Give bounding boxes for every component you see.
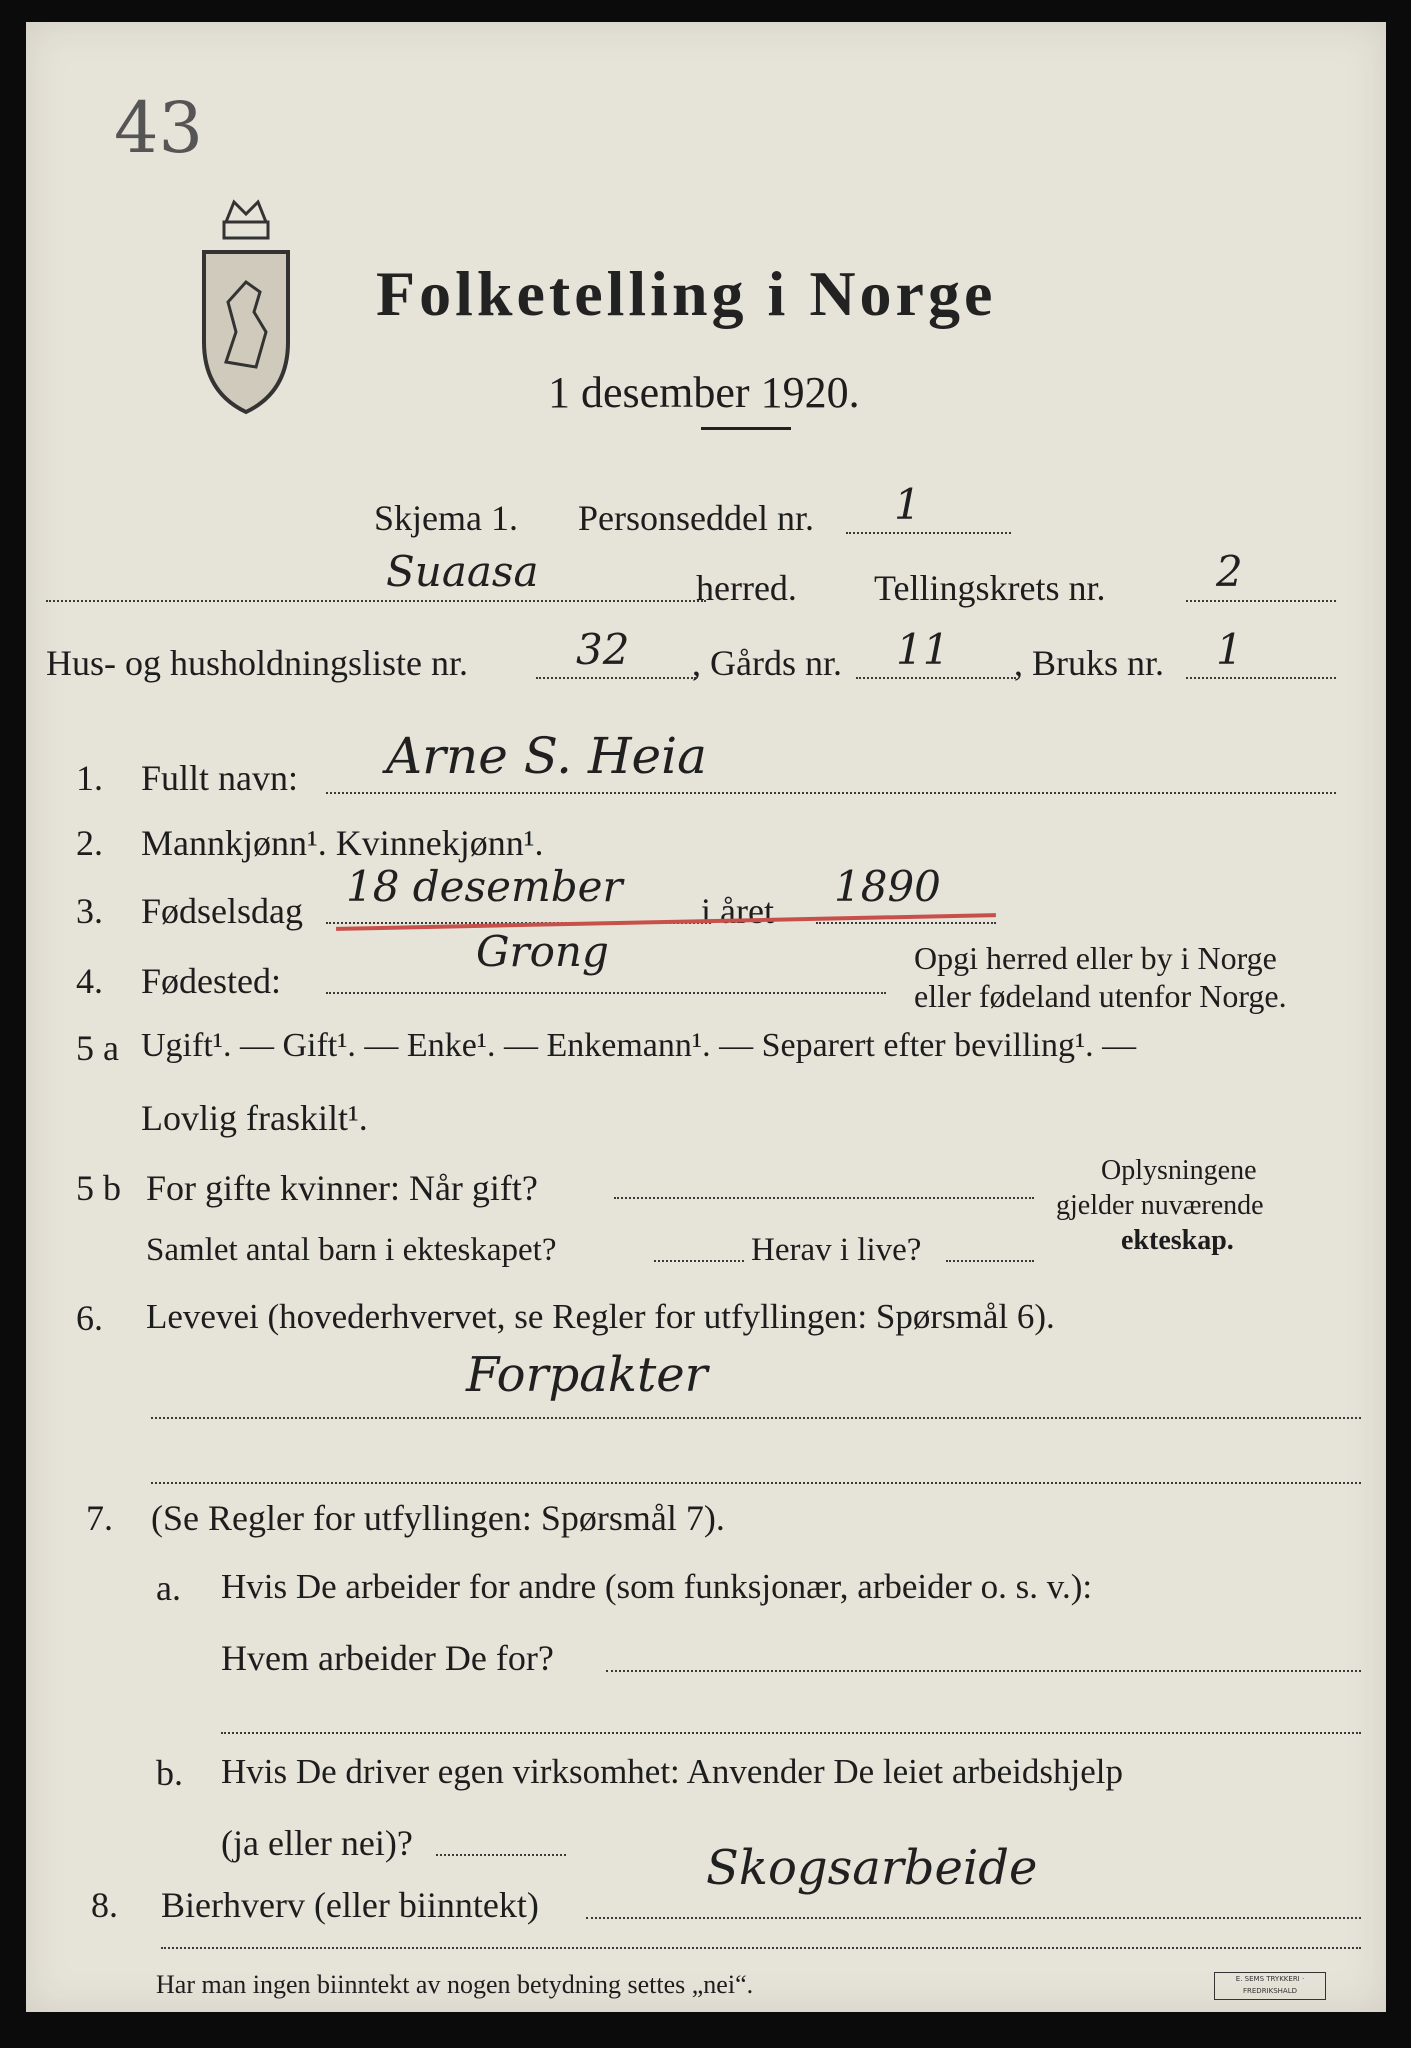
q6-label: Levevei (hovederhvervet, se Regler for utfyllingen: Spørsmål 6). [146, 1297, 1055, 1336]
gards-value: 11 [896, 625, 950, 674]
q7b-line2: (ja eller nei)? [221, 1823, 413, 1863]
tellingskrets-line [1186, 600, 1336, 602]
q4-value: Grong [476, 927, 609, 976]
q4-note-line2: eller fødeland utenfor Norge. [914, 978, 1287, 1014]
page-number: 43 [114, 87, 204, 169]
q7b-line2-dots [436, 1854, 566, 1856]
q3-year-label: i året [701, 891, 774, 931]
q5a-line2: Lovlig fraskilt¹. [141, 1098, 368, 1138]
husliste-label: Hus- og husholdningsliste nr. [46, 643, 469, 683]
q1-label: Fullt navn: [141, 758, 299, 798]
gards-label: , Gårds nr. [692, 643, 842, 683]
q7a-line2-dots [606, 1670, 1361, 1672]
tellingskrets-label: Tellingskrets nr. [874, 568, 1106, 608]
herred-value: Suaasa [386, 547, 539, 596]
gards-line [856, 677, 1016, 679]
q7a-line1: Hvis De arbeider for andre (som funksjonær, arbeider o. s. v.): [221, 1567, 1093, 1606]
husliste-value: 32 [576, 625, 630, 674]
printer-stamp: E. SEMS TRYKKERI · FREDRIKSHALD [1214, 1972, 1326, 2000]
q8-line [586, 1917, 1361, 1919]
herred-line [46, 600, 706, 602]
form-title: Folketelling i Norge [376, 258, 997, 329]
q6-line1 [151, 1417, 1361, 1419]
q4-label: Fødested: [141, 961, 281, 1001]
q3-label: Fødselsdag [141, 891, 303, 931]
q1-line [326, 792, 1336, 794]
bruks-value: 1 [1216, 625, 1243, 674]
husliste-line [536, 677, 696, 679]
herred-label: herred. [696, 568, 797, 608]
q5b-line1: For gifte kvinner: Når gift? [146, 1168, 538, 1208]
q5a-number: 5 a [76, 1028, 119, 1068]
q7a-line3-dots [221, 1732, 1361, 1734]
footer-note: Har man ingen biinntekt av nogen betydning settes „nei“. [156, 1970, 754, 1999]
q5b-line1-dots [614, 1197, 1034, 1199]
q5a-line1: Ugift¹. — Gift¹. — Enke¹. — Enkemann¹. — Separert efter bevilling¹. — [141, 1027, 1137, 1064]
q7b-line1: Hvis De driver egen virksomhet: Anvender De leiet arbeidshjelp [221, 1752, 1123, 1791]
bruks-label: , Bruks nr. [1014, 643, 1165, 683]
census-date: 1 desember 1920. [548, 368, 860, 417]
q5b-line2a: Samlet antal barn i ekteskapet? [146, 1232, 557, 1268]
q7a-letter: a. [156, 1568, 181, 1608]
q8-number: 8. [91, 1885, 118, 1925]
q4-line [326, 992, 886, 994]
personseddel-label: Personseddel nr. [578, 498, 814, 538]
title-divider [701, 427, 791, 430]
personseddel-line [846, 532, 1011, 534]
q7-label: (Se Regler for utfyllingen: Spørsmål 7). [151, 1498, 725, 1538]
q2-label: Mannkjønn¹. Kvinnekjønn¹. [141, 823, 544, 863]
q6-value: Forpakter [466, 1347, 708, 1403]
q4-note-line1: Opgi herred eller by i Norge [914, 940, 1277, 976]
q6-number: 6. [76, 1298, 103, 1338]
q8-label: Bierhverv (eller biinntekt) [161, 1885, 539, 1925]
q5b-line2b: Herav i live? [751, 1232, 922, 1268]
q5b-note-line1: Oplysningene [1101, 1155, 1257, 1186]
q8-value: Skogsarbeide [706, 1840, 1038, 1896]
q5b-note-line2: gjelder nuværende [1056, 1190, 1264, 1221]
q7a-line2: Hvem arbeider De for? [221, 1638, 554, 1678]
q3-value: 18 desember [346, 862, 623, 911]
q4-number: 4. [76, 961, 103, 1001]
q5b-line2a-dots [654, 1260, 744, 1262]
q3-number: 3. [76, 891, 103, 931]
q5b-line2b-dots [946, 1260, 1034, 1262]
q5b-number: 5 b [76, 1168, 121, 1208]
q3-year-line [816, 922, 996, 924]
tellingskrets-value: 2 [1216, 547, 1243, 596]
q6-line2 [151, 1482, 1361, 1484]
q1-number: 1. [76, 758, 103, 798]
q1-value: Arne S. Heia [386, 727, 707, 785]
personseddel-value: 1 [894, 480, 921, 529]
bruks-line [1186, 677, 1336, 679]
q2-number: 2. [76, 823, 103, 863]
q5b-note-line3: ekteskap. [1121, 1225, 1234, 1256]
coat-of-arms-icon [196, 192, 296, 432]
q8-line2 [161, 1947, 1361, 1949]
q7b-letter: b. [156, 1753, 183, 1793]
q7-number: 7. [86, 1498, 113, 1538]
census-form-sheet [26, 22, 1386, 2012]
skjema-label: Skjema 1. [374, 498, 518, 538]
q3-year-value: 1890 [834, 862, 941, 911]
